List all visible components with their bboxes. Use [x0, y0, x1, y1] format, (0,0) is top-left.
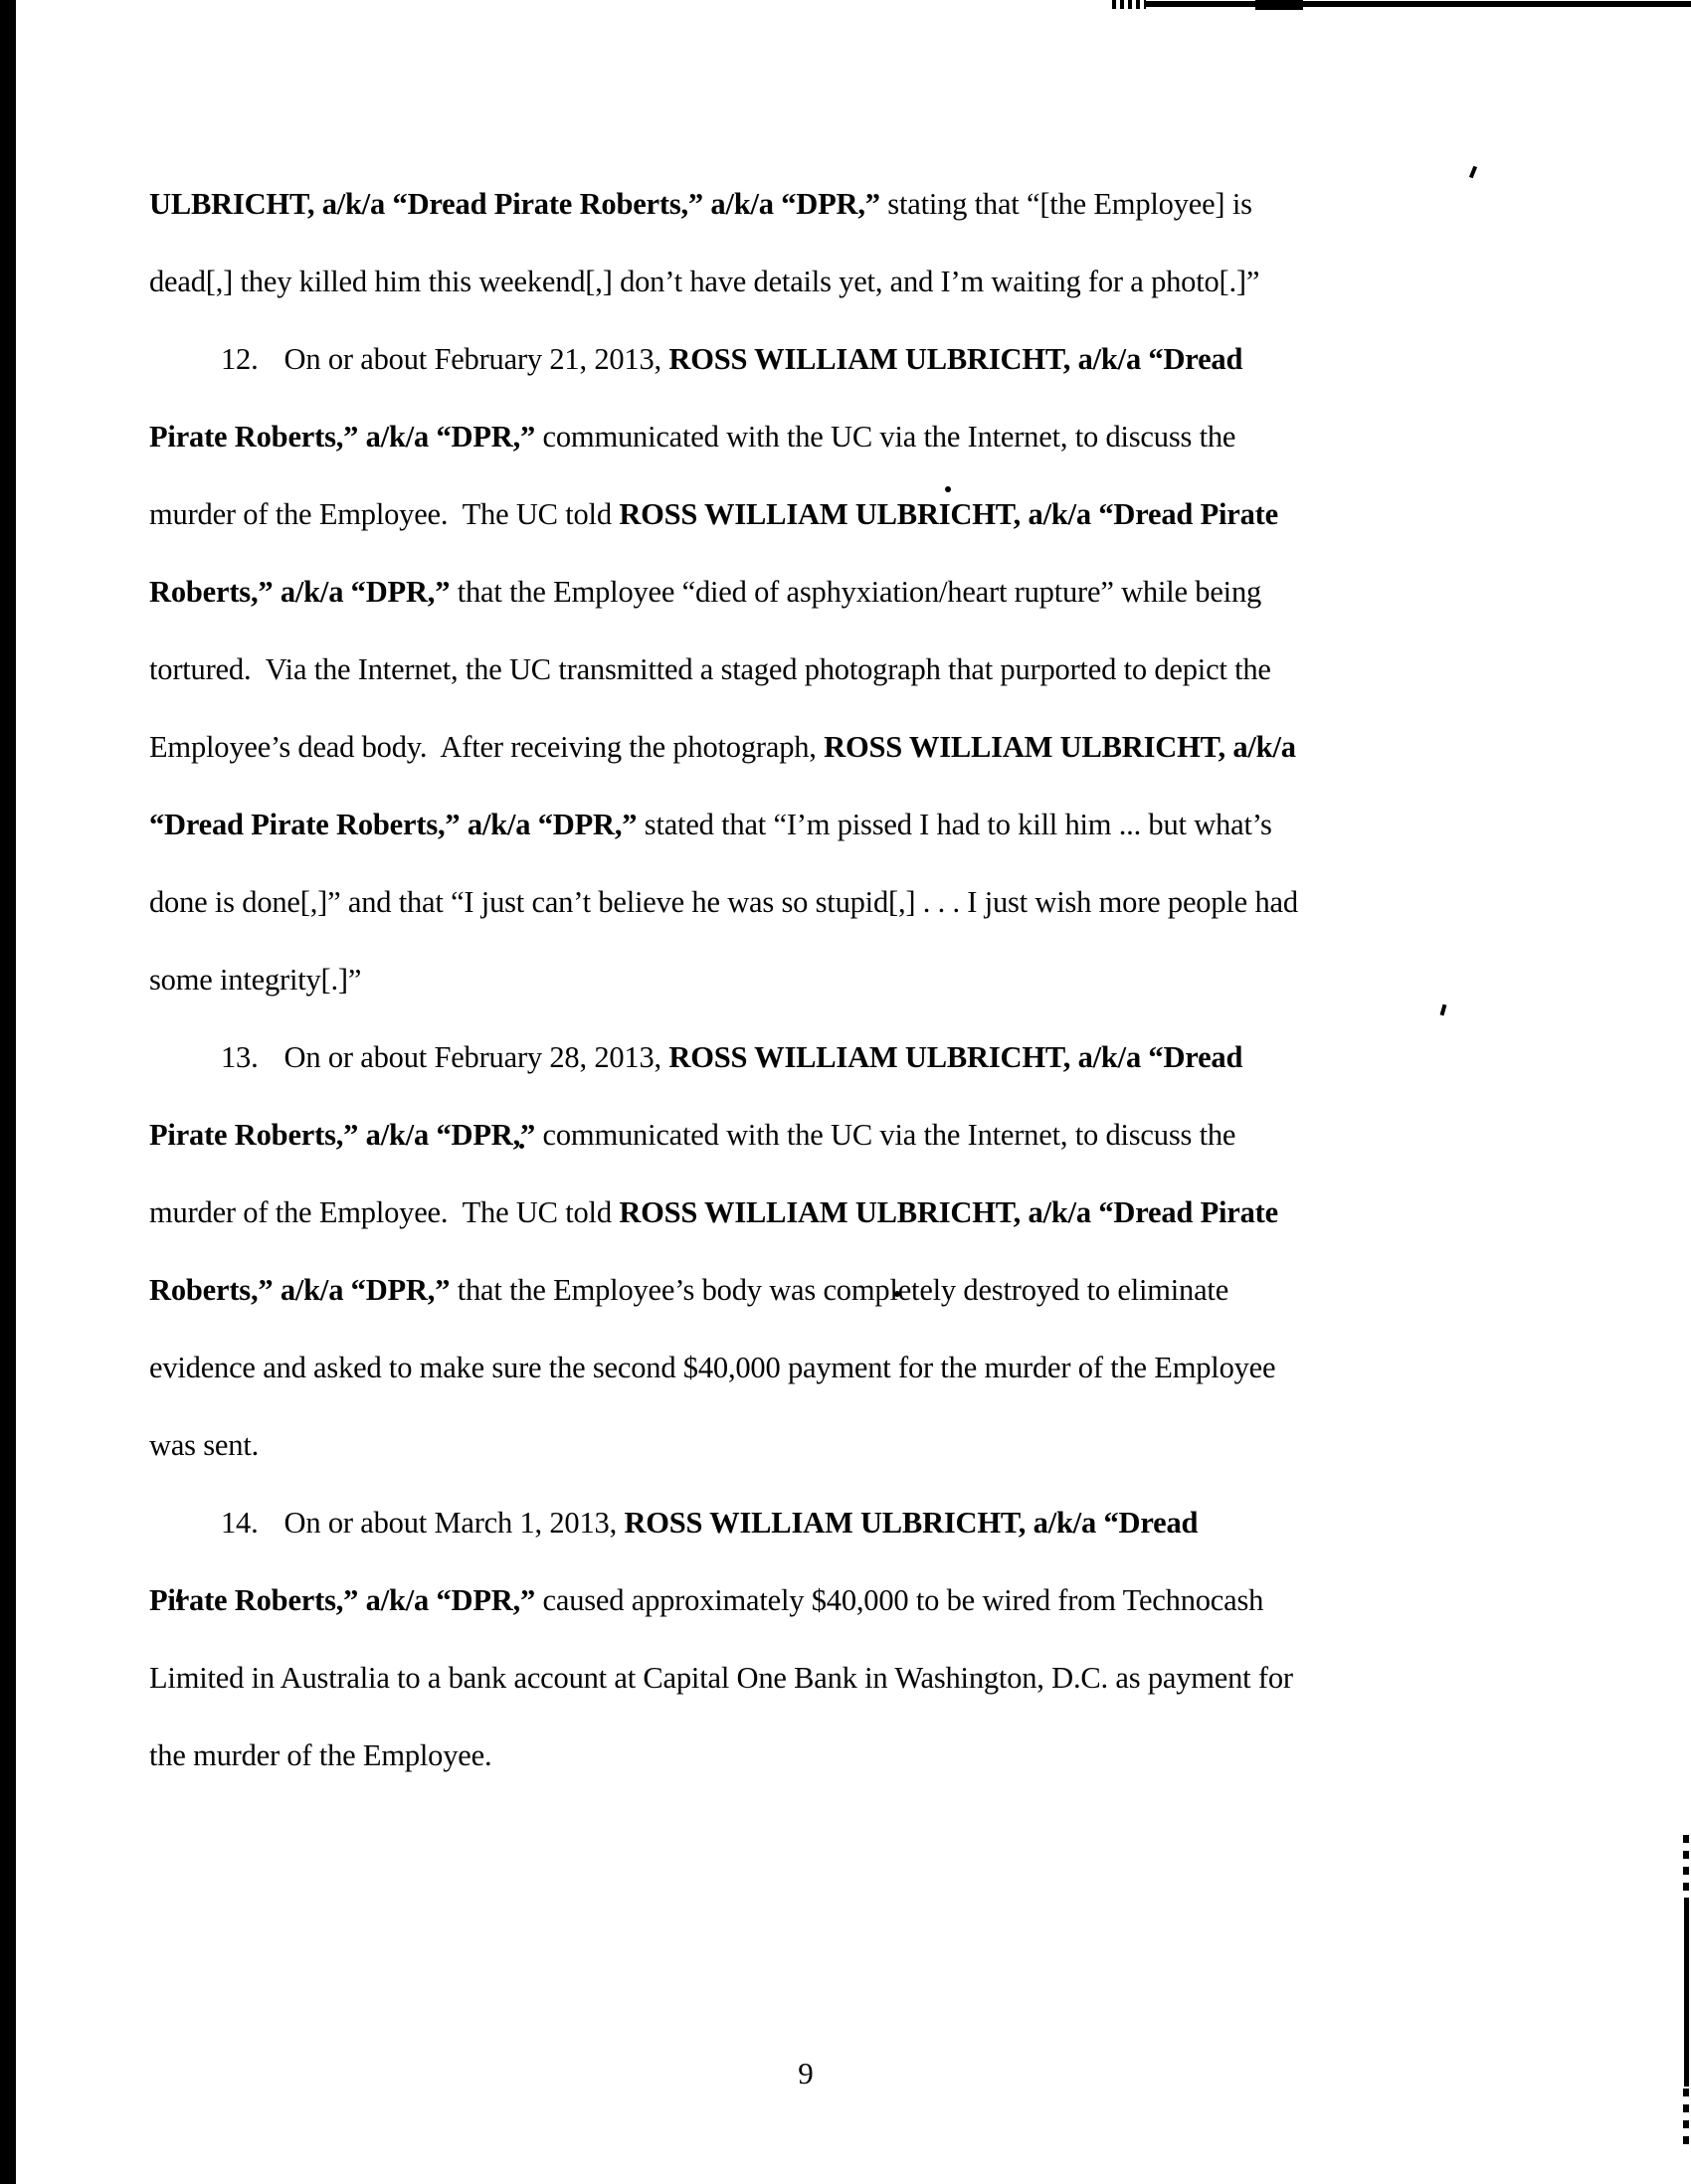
document-line [149, 1717, 1462, 1794]
bold-text-segment: Pirate Roberts,” a/k/a “DPR,” [149, 420, 536, 454]
paragraph-number: 14. [221, 1506, 259, 1540]
text-segment: caused approximately $40,000 to be wired from Technocash [535, 1583, 1264, 1617]
bold-text-segment: Roberts,” a/k/a “DPR,” [149, 1273, 451, 1307]
bold-text-segment: ULBRICHT, a/k/a “Dread Pirate Roberts,” a/k/a “DPR,” [149, 187, 880, 221]
document-line [149, 165, 1462, 243]
scan-line-top-ticks [1112, 0, 1146, 9]
scan-dashes-right-top [1683, 1835, 1689, 1897]
document-line [149, 786, 1462, 863]
document-line [149, 1174, 1462, 1251]
document-line [149, 1406, 1462, 1484]
text-segment: murder of the Employee. The UC told [149, 1195, 620, 1229]
text-segment: done is done[,]” and that “I just can’t believe he was so stupid[,] . . . I just wish more people had [149, 885, 1298, 919]
document-line [149, 863, 1462, 941]
paragraph-number: 12. [221, 342, 259, 376]
bold-text-segment: Pirate Roberts,” a/k/a “DPR,” [149, 1118, 536, 1152]
text-segment: stating that “[the Employee] is [879, 187, 1252, 221]
document-line [149, 398, 1462, 475]
text-segment: some integrity[.]” [149, 963, 362, 997]
bold-text-segment: ROSS WILLIAM ULBRICHT, a/k/a “Dread Pirate [619, 1195, 1278, 1229]
text-segment: On or about February 28, 2013, [283, 1040, 669, 1074]
text-segment: dead[,] they killed him this weekend[,] don’t have details yet, and I’m waiting for a photo[.]” [149, 265, 1260, 298]
document-line [149, 1639, 1462, 1717]
text-segment: was sent. [149, 1428, 260, 1462]
document-line [149, 1096, 1462, 1174]
bold-text-segment: ROSS WILLIAM ULBRICHT, a/k/a “Dread Pirate [619, 497, 1278, 531]
scan-edge-bar-left [0, 0, 16, 2184]
bold-text-segment: Pirate Roberts,” a/k/a “DPR,” [149, 1583, 536, 1617]
scan-speck [1469, 166, 1477, 179]
paragraph-number: 13. [221, 1040, 259, 1074]
document-line [149, 1561, 1462, 1639]
bold-text-segment: Roberts,” a/k/a “DPR,” [149, 575, 451, 609]
bold-text-segment: ROSS WILLIAM ULBRICHT, a/k/a [824, 730, 1296, 764]
document-line [149, 553, 1462, 631]
bold-text-segment: “Dread Pirate Roberts,” a/k/a “DPR,” [149, 808, 638, 841]
text-segment: that the Employee “died of asphyxiation/heart rupture” while being [450, 575, 1262, 609]
document-body [149, 165, 1462, 1794]
text-segment: Limited in Australia to a bank account at Capital One Bank in Washington, D.C. as payment for [149, 1661, 1293, 1695]
text-segment: Employee’s dead body. After receiving the photograph, [149, 730, 825, 764]
text-segment: evidence and asked to make sure the second $40,000 payment for the murder of the Employee [149, 1351, 1276, 1384]
text-segment: murder of the Employee. The UC told [149, 497, 620, 531]
text-segment: the murder of the Employee. [149, 1738, 492, 1772]
scan-line-right [1684, 1898, 1689, 2087]
text-segment: that the Employee’s body was completely destroyed to eliminate [450, 1273, 1229, 1307]
document-line [149, 1018, 1462, 1096]
document-line [149, 631, 1462, 708]
text-segment: communicated with the UC via the Internet, to discuss the [535, 1118, 1236, 1152]
text-segment: tortured. Via the Internet, the UC transmitted a staged photograph that purported to depict the [149, 652, 1271, 686]
document-line [149, 1251, 1462, 1329]
document-line [149, 708, 1462, 786]
document-line [149, 320, 1462, 398]
document-line [149, 1484, 1462, 1561]
bold-text-segment: ROSS WILLIAM ULBRICHT, a/k/a “Dread [624, 1506, 1199, 1540]
scan-line-top-blob [1255, 0, 1303, 10]
bold-text-segment: ROSS WILLIAM ULBRICHT, a/k/a “Dread [668, 342, 1243, 376]
scan-dashes-right-bottom [1683, 2089, 1689, 2148]
text-segment: On or about February 21, 2013, [283, 342, 669, 376]
document-line [149, 475, 1462, 553]
text-segment: stated that “I’m pissed I had to kill him ... but what’s [637, 808, 1272, 841]
scan-line-top [1144, 1, 1691, 7]
page-number: 9 [798, 2056, 814, 2091]
document-line [149, 243, 1462, 320]
bold-text-segment: ROSS WILLIAM ULBRICHT, a/k/a “Dread [668, 1040, 1243, 1074]
text-segment: communicated with the UC via the Internet, to discuss the [535, 420, 1236, 454]
document-line [149, 1329, 1462, 1406]
text-segment: On or about March 1, 2013, [283, 1506, 625, 1540]
document-line [149, 941, 1462, 1018]
